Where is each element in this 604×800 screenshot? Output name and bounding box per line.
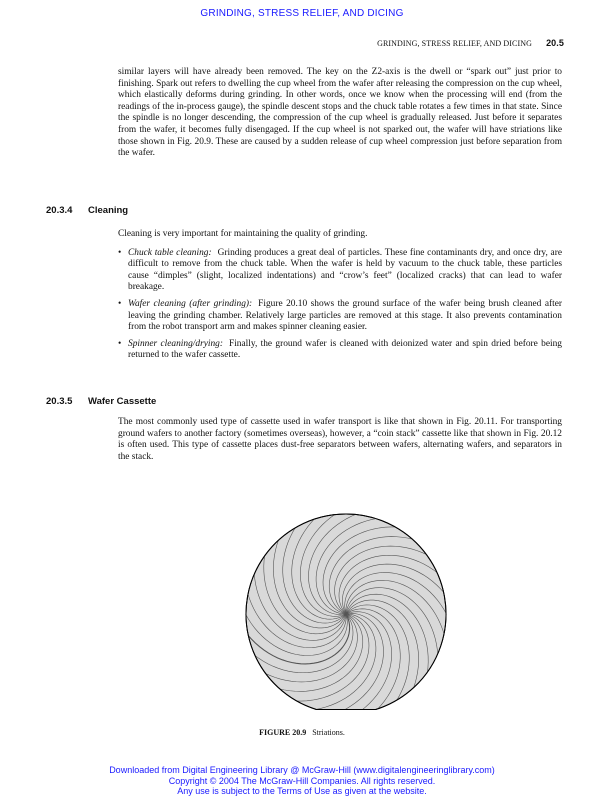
- section-title: Wafer Cassette: [88, 396, 157, 407]
- footer-download-link[interactable]: Downloaded from Digital Engineering Library @ McGraw-Hill (www.digitalengineeringlibrary.com): [109, 765, 495, 775]
- footer-copyright: Copyright © 2004 The McGraw-Hill Companies. All rights reserved.: [168, 775, 436, 786]
- bullet-icon: •: [118, 338, 122, 349]
- bullet-term: Wafer cleaning (after grinding):: [128, 298, 253, 309]
- cleaning-bullet-list: [118, 248, 562, 362]
- wafer-striations-illustration: [244, 496, 448, 718]
- bullet-text: Figure 20.10 shows the ground surface of the wafer being brush cleaned after leaving the grinding chamber. Relatively large particles are removed at this stage. It also prevents contamination from the robot transport arm and makes spinner cleaning easier.: [128, 298, 562, 333]
- bullet-icon: •: [118, 247, 122, 258]
- figure-label: FIGURE 20.9: [259, 728, 307, 737]
- bullet-text: Grinding produces a great deal of particles. These fine contaminants dry, and once dry, are difficult to remove from the chuck table. When the wafer is held by vacuum to the chuck table, these particles cause “dimples” (slight, localized indentations) and “crow’s feet” (localized cracks) that can lead to wafer breakage.: [128, 247, 563, 293]
- footer-terms-link[interactable]: Any use is subject to the Terms of Use as given at the website.: [177, 786, 427, 796]
- bullet-item: [118, 339, 562, 362]
- footer: [0, 765, 604, 797]
- bullet-item: [118, 299, 562, 334]
- figure-caption: [0, 728, 604, 737]
- running-head: [377, 38, 564, 48]
- bullet-item: [118, 248, 562, 294]
- section-number: 20.3.5: [46, 396, 73, 407]
- bullet-icon: •: [118, 298, 122, 309]
- striations-figure: [244, 496, 448, 718]
- bullet-term: Chuck table cleaning:: [128, 247, 212, 258]
- bullet-term: Spinner cleaning/drying:: [128, 338, 223, 349]
- page-number: 20.5: [546, 38, 564, 48]
- cleaning-lead: Cleaning is very important for maintaining the quality of grinding.: [118, 229, 368, 239]
- bullet-text: Finally, the ground wafer is cleaned with deionized water and spin dried before being returned to the wafer cassette.: [128, 338, 562, 361]
- cleaning-body: [118, 229, 562, 367]
- section-heading-cassette: [46, 396, 156, 407]
- section-title: Cleaning: [88, 205, 129, 216]
- section-number: 20.3.4: [46, 205, 73, 216]
- figure-caption-text: Striations.: [312, 728, 345, 737]
- section-heading-cleaning: [46, 205, 128, 216]
- cassette-paragraph: The most commonly used type of cassette used in wafer transport is like that shown in Fig. 20.11. For transporting ground wafers to another factory (sometimes overseas), however, a “coin stack” cassette like that shown in Fig. 20.12 is often used. This type of cassette places dust-free separators between wafers, alternating wafers, and separators in the stack.: [118, 417, 562, 462]
- intro-text: [118, 67, 562, 160]
- cassette-body: [118, 417, 562, 463]
- running-head-title: GRINDING, STRESS RELIEF, AND DICING: [377, 39, 532, 48]
- intro-paragraph: similar layers will have already been removed. The key on the Z2-axis is the dwell or “spark out” just prior to finishing. Spark out refers to dwelling the cup wheel from the wafer after releasing the compression on the cup wheel, which elastically deforms during grinding. In other words, once we know when the processing will end (from the readings of the in-process gauge), the spindle descent stops and the chuck table rotates a few times in that state. Since the spindle is no longer descending, the compression of the cup wheel is gradually released. Just before it separates from the wafer, it becomes fully disengaged. If the cup wheel is not sparked out, the wafer will have striations like those shown in Fig. 20.9. These are caused by a sudden release of cup wheel compression just before separation from the wafer.: [118, 67, 562, 159]
- top-banner: GRINDING, STRESS RELIEF, AND DICING: [200, 8, 404, 19]
